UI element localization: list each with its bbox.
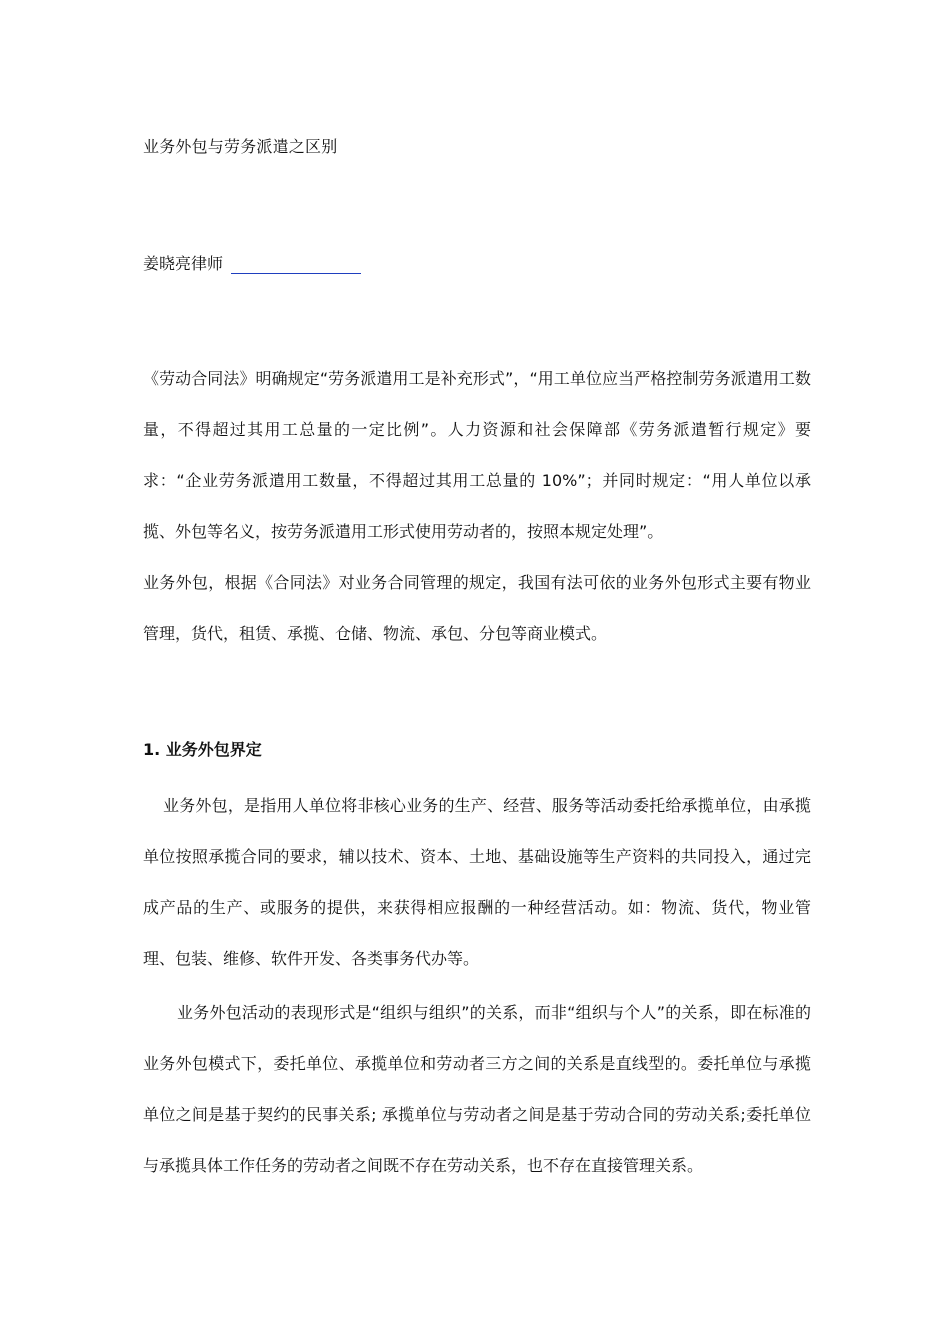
intro-paragraph-1: 《劳动合同法》明确规定“劳务派遣用工是补充形式”，“用工单位应当严格控制劳务派遣用工数量，不得超过其用工总量的一定比例”。人力资源和社会保障部《劳务派遣暂行规定》要求：“企业劳务派遣用工数量，不得超过其用工总量的 10%”；并同时规定：“用人单位以承揽、外包等名义，按劳务派遣用工形式使用劳动者的，按照本规定处理”。 xyxy=(143,369,811,541)
section-paragraph-2: 业务外包活动的表现形式是“组织与组织”的关系，而非“组织与个人”的关系，即在标准的业务外包模式下，委托单位、承揽单位和劳动者三方之间的关系是直线型的。委托单位与承揽单位之间是基于契约的民事关系; 承揽单位与劳动者之间是基于劳动合同的劳动关系;委托单位与承揽具体工作任务的劳动者之间既不存在劳动关系，也不存在直接管理关系。 xyxy=(143,1003,811,1175)
intro-paragraph-2: 业务外包，根据《合同法》对业务合同管理的规定，我国有法可依的业务外包形式主要有物业管理，货代，租赁、承揽、仓储、物流、承包、分包等商业模式。 xyxy=(143,573,811,643)
author-name: 姜晓亮律师 xyxy=(143,254,224,273)
section-paragraph-1: 业务外包，是指用人单位将非核心业务的生产、经营、服务等活动委托给承揽单位，由承揽单位按照承揽合同的要求，辅以技术、资本、土地、基础设施等生产资料的共同投入，通过完成产品的生产、或服务的提供，来获得相应报酬的一种经营活动。如：物流、货代，物业管理、包装、维修、软件开发、各类事务代办等。 xyxy=(143,796,811,968)
document-title: 业务外包与劳务派遣之区别 xyxy=(143,137,338,156)
author-underline xyxy=(231,273,361,274)
section-heading: 1. 业务外包界定 xyxy=(143,740,262,759)
author-row xyxy=(143,251,361,274)
